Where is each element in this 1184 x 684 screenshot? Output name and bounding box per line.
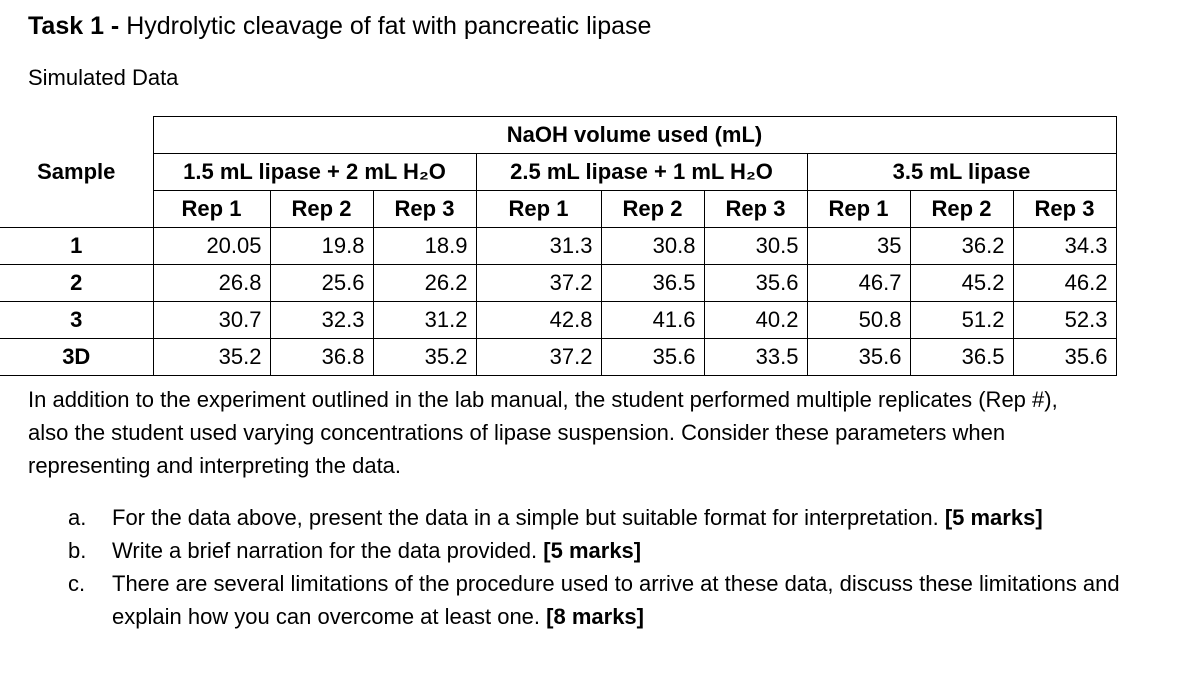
rep-header: Rep 1 (807, 191, 910, 228)
table-cell: 32.3 (270, 302, 373, 339)
table-cell: 51.2 (910, 302, 1013, 339)
question-letter: c. (68, 571, 86, 596)
table-cell: 34.3 (1013, 228, 1116, 265)
subtitle: Simulated Data (28, 65, 179, 90)
naoh-volume-header: NaOH volume used (mL) (153, 117, 1116, 154)
question-text: For the data above, present the data in a simple but suitable format for interpretation. (112, 505, 945, 530)
sample-label: 3 (0, 302, 153, 339)
table-cell: 41.6 (601, 302, 704, 339)
question-marks: [8 marks] (546, 604, 644, 629)
table-cell: 52.3 (1013, 302, 1116, 339)
rep-header: Rep 2 (270, 191, 373, 228)
question-list (68, 501, 1128, 633)
table-cell: 31.2 (373, 302, 476, 339)
table-row (0, 265, 1116, 302)
table-cell: 45.2 (910, 265, 1013, 302)
question-item (68, 567, 1128, 633)
rep-header: Rep 1 (476, 191, 601, 228)
question-marks: [5 marks] (543, 538, 642, 563)
table-row (0, 339, 1116, 376)
table-cell: 46.2 (1013, 265, 1116, 302)
table-cell: 37.2 (476, 265, 601, 302)
table-cell: 35.6 (601, 339, 704, 376)
table-cell: 50.8 (807, 302, 910, 339)
sample-header: Sample (0, 117, 153, 228)
table-cell: 35.6 (807, 339, 910, 376)
table-cell: 35 (807, 228, 910, 265)
instructions-paragraph: In addition to the experiment outlined in the lab manual, the student performed multiple replicates (Rep #), also the student used varying concentrations of lipase suspension. Consider these parameters when representing and interpreting the data. (28, 387, 1058, 478)
question-item (68, 534, 1128, 567)
task-title (28, 10, 651, 42)
table-cell: 18.9 (373, 228, 476, 265)
table-cell: 36.5 (910, 339, 1013, 376)
sample-label: 3D (0, 339, 153, 376)
table-cell: 36.2 (910, 228, 1013, 265)
table-header-row-groups (0, 154, 1116, 191)
table-header-row-reps (0, 191, 1116, 228)
sample-label: 2 (0, 265, 153, 302)
table-cell: 36.5 (601, 265, 704, 302)
rep-header: Rep 2 (601, 191, 704, 228)
table-cell: 33.5 (704, 339, 807, 376)
table-cell: 26.8 (153, 265, 270, 302)
table-cell: 37.2 (476, 339, 601, 376)
rep-header: Rep 3 (373, 191, 476, 228)
rep-header: Rep 2 (910, 191, 1013, 228)
table-cell: 19.8 (270, 228, 373, 265)
table-cell: 40.2 (704, 302, 807, 339)
table-cell: 31.3 (476, 228, 601, 265)
table-cell: 35.6 (1013, 339, 1116, 376)
group-header-2: 2.5 mL lipase + 1 mL H₂O (476, 154, 807, 191)
table-cell: 46.7 (807, 265, 910, 302)
rep-header: Rep 1 (153, 191, 270, 228)
question-letter: b. (68, 538, 87, 563)
task-title-bold: Task 1 - (28, 12, 120, 40)
table-cell: 36.8 (270, 339, 373, 376)
table-cell: 42.8 (476, 302, 601, 339)
table-cell: 30.5 (704, 228, 807, 265)
table-row (0, 228, 1116, 265)
table-row (0, 302, 1116, 339)
table-cell: 25.6 (270, 265, 373, 302)
question-marks: [5 marks] (944, 505, 1043, 530)
group-header-1: 1.5 mL lipase + 2 mL H₂O (153, 154, 476, 191)
rep-header: Rep 3 (704, 191, 807, 228)
question-text: Write a brief narration for the data provided. (112, 538, 544, 563)
table-cell: 30.7 (153, 302, 270, 339)
question-item (68, 501, 1128, 534)
table-cell: 35.2 (153, 339, 270, 376)
naoh-data-table (0, 116, 1117, 376)
table-cell: 26.2 (373, 265, 476, 302)
sample-label: 1 (0, 228, 153, 265)
table-cell: 35.6 (704, 265, 807, 302)
rep-header: Rep 3 (1013, 191, 1116, 228)
question-letter: a. (68, 505, 87, 530)
table-header-row-top (0, 117, 1116, 154)
question-text: There are several limitations of the procedure used to arrive at these data, discuss these limitations and explain how you can overcome at least one. (112, 571, 1120, 629)
group-header-3: 3.5 mL lipase (807, 154, 1116, 191)
table-cell: 35.2 (373, 339, 476, 376)
table-cell: 30.8 (601, 228, 704, 265)
task-title-text: Hydrolytic cleavage of fat with pancreatic lipase (119, 12, 652, 40)
table-cell: 20.05 (153, 228, 270, 265)
